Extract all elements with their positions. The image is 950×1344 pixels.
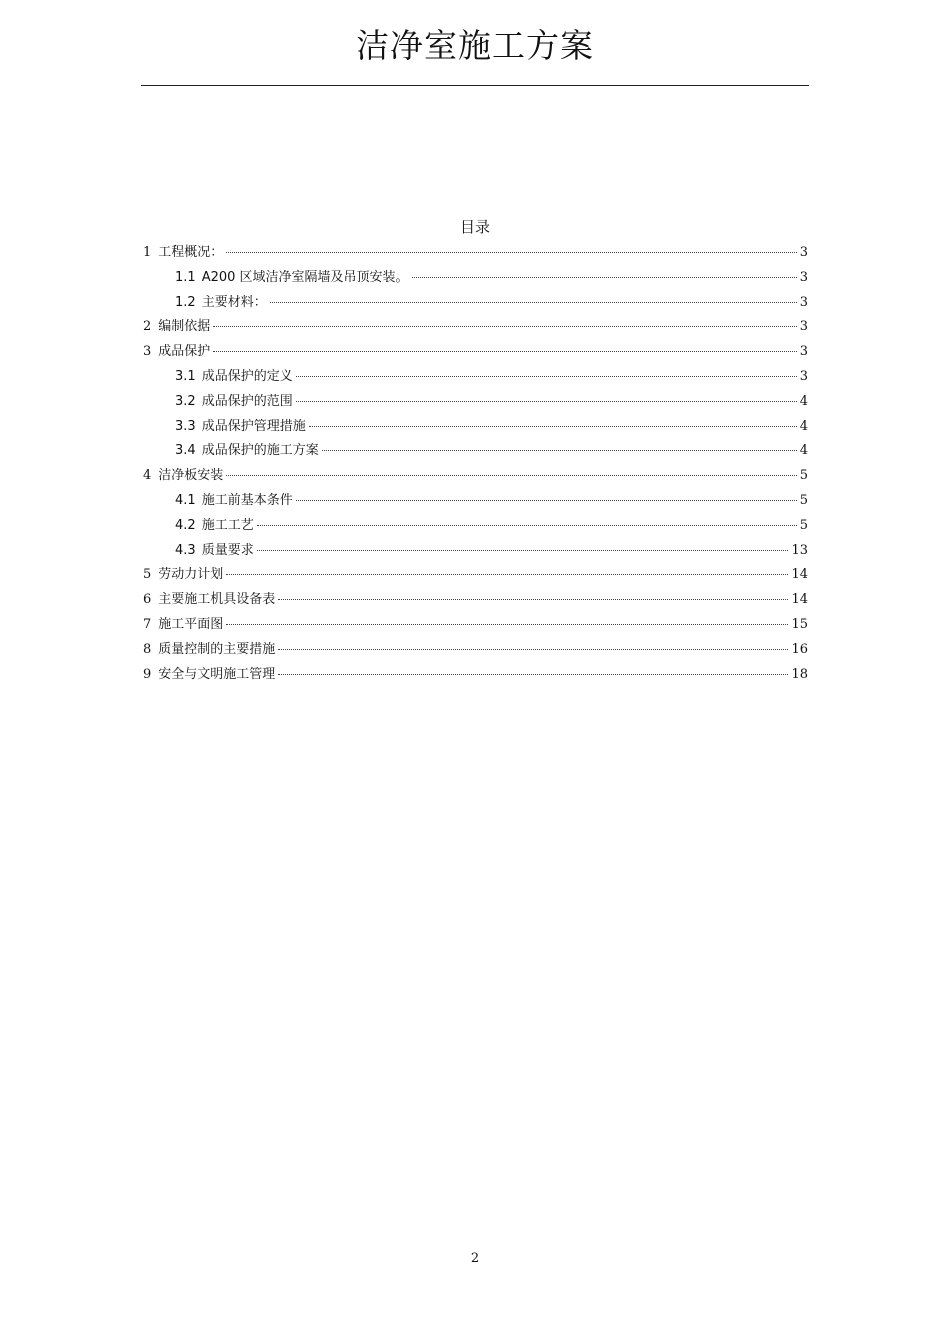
header-divider bbox=[141, 85, 809, 86]
toc-dot-leader bbox=[278, 599, 788, 600]
toc-dot-leader bbox=[322, 450, 797, 451]
toc-entry-number: 5 bbox=[143, 567, 152, 583]
toc-entry-number: 3.3 bbox=[175, 418, 196, 434]
toc-entry-page: 13 bbox=[791, 542, 808, 558]
toc-entry-number: 6 bbox=[143, 592, 152, 608]
toc-entry-number: 3.2 bbox=[175, 393, 196, 409]
toc-entry-title: 施工前基本条件 bbox=[201, 492, 293, 508]
toc-entry[interactable] bbox=[143, 392, 808, 417]
toc-dot-leader bbox=[226, 574, 788, 575]
toc-dot-leader bbox=[278, 649, 788, 650]
toc-entry-title: 施工工艺 bbox=[201, 517, 254, 533]
toc-entry-number: 4.3 bbox=[175, 542, 196, 558]
toc-entry-number: 2 bbox=[143, 319, 152, 335]
toc-entry[interactable] bbox=[143, 317, 808, 342]
toc-entry-number: 9 bbox=[143, 666, 152, 682]
toc-entry-title: 质量控制的主要措施 bbox=[158, 641, 276, 657]
toc-entry-number: 3 bbox=[143, 344, 152, 360]
toc-entry[interactable] bbox=[143, 640, 808, 665]
toc-entry-number: 3.4 bbox=[175, 443, 196, 459]
toc-entry-page: 3 bbox=[799, 245, 808, 260]
toc-entry-title: 主要施工机具设备表 bbox=[158, 592, 276, 608]
toc-entry-number: 1.1 bbox=[175, 269, 196, 285]
toc-entry-title: 成品保护 bbox=[158, 344, 211, 360]
toc-entry-title: 洁净板安装 bbox=[158, 468, 224, 484]
toc-entry-page: 5 bbox=[799, 468, 808, 484]
toc-dot-leader bbox=[270, 302, 797, 303]
toc-dot-leader bbox=[257, 525, 797, 526]
page-number: 2 bbox=[470, 1251, 480, 1266]
toc-entry[interactable] bbox=[143, 565, 808, 590]
toc-entry[interactable] bbox=[143, 516, 808, 541]
toc-dot-leader bbox=[213, 326, 796, 327]
toc-entry-page: 3 bbox=[799, 368, 808, 384]
toc-entry[interactable] bbox=[143, 441, 808, 466]
toc-entry-page: 3 bbox=[799, 344, 808, 360]
toc-entry-title: 成品保护的定义 bbox=[201, 368, 293, 384]
toc-entry[interactable] bbox=[143, 268, 808, 293]
toc-entry-title: 质量要求 bbox=[201, 542, 254, 558]
toc-entry-page: 14 bbox=[791, 567, 808, 583]
toc-entry-page: 18 bbox=[791, 666, 808, 682]
toc-entry[interactable] bbox=[143, 491, 808, 516]
toc-entry-title: 劳动力计划 bbox=[158, 567, 224, 583]
toc-entry[interactable] bbox=[143, 466, 808, 491]
toc-entry-page: 15 bbox=[791, 616, 808, 632]
toc-dot-leader bbox=[278, 674, 788, 675]
toc-entry-page: 3 bbox=[799, 269, 808, 285]
toc-entry-number: 7 bbox=[143, 616, 152, 632]
toc-entry-page: 4 bbox=[799, 393, 808, 409]
toc-dot-leader bbox=[296, 500, 797, 501]
toc-entry[interactable] bbox=[143, 541, 808, 566]
toc-dot-leader bbox=[257, 550, 789, 551]
toc-entry[interactable] bbox=[143, 342, 808, 367]
toc-dot-leader bbox=[226, 624, 788, 625]
table-of-contents bbox=[143, 243, 808, 689]
toc-entry-title: 安全与文明施工管理 bbox=[158, 666, 276, 682]
toc-entry-number: 4.1 bbox=[175, 492, 196, 508]
toc-entry-title: 工程概况： bbox=[158, 245, 224, 260]
toc-entry-page: 4 bbox=[799, 418, 808, 434]
toc-entry[interactable] bbox=[143, 615, 808, 640]
toc-entry-number: 1 bbox=[143, 245, 152, 260]
toc-entry-number: 4 bbox=[143, 468, 152, 484]
toc-entry[interactable] bbox=[143, 243, 808, 268]
toc-dot-leader bbox=[213, 351, 796, 352]
toc-entry-page: 5 bbox=[799, 492, 808, 508]
toc-entry-page: 5 bbox=[799, 517, 808, 533]
toc-entry-title: 成品保护的施工方案 bbox=[201, 443, 319, 459]
toc-dot-leader bbox=[412, 277, 797, 278]
toc-entry-title: 成品保护的范围 bbox=[201, 393, 293, 409]
toc-entry-title: 施工平面图 bbox=[158, 616, 224, 632]
toc-entry-title: 成品保护管理措施 bbox=[201, 418, 306, 434]
toc-entry-title: 主要材料： bbox=[201, 294, 267, 310]
toc-entry[interactable] bbox=[143, 417, 808, 442]
toc-entry-page: 3 bbox=[799, 319, 808, 335]
toc-dot-leader bbox=[226, 252, 796, 253]
toc-entry-title: A200 区域洁净室隔墙及吊顶安装。 bbox=[201, 269, 409, 285]
toc-entry[interactable] bbox=[143, 590, 808, 615]
toc-entry-page: 4 bbox=[799, 443, 808, 459]
toc-dot-leader bbox=[226, 475, 796, 476]
toc-entry-number: 4.2 bbox=[175, 517, 196, 533]
toc-entry-page: 3 bbox=[799, 294, 808, 310]
toc-dot-leader bbox=[296, 376, 797, 377]
toc-entry-page: 16 bbox=[791, 641, 808, 657]
toc-entry[interactable] bbox=[143, 367, 808, 392]
toc-entry-number: 1.2 bbox=[175, 294, 196, 310]
document-header-title: 洁净室施工方案 bbox=[356, 26, 594, 65]
toc-entry-title: 编制依据 bbox=[158, 319, 211, 335]
toc-dot-leader bbox=[296, 401, 797, 402]
toc-entry-number: 8 bbox=[143, 641, 152, 657]
toc-dot-leader bbox=[309, 426, 797, 427]
toc-heading: 目录 bbox=[459, 218, 490, 236]
toc-entry-page: 14 bbox=[791, 592, 808, 608]
toc-entry[interactable] bbox=[143, 293, 808, 318]
toc-entry-number: 3.1 bbox=[175, 368, 196, 384]
toc-entry[interactable] bbox=[143, 665, 808, 690]
